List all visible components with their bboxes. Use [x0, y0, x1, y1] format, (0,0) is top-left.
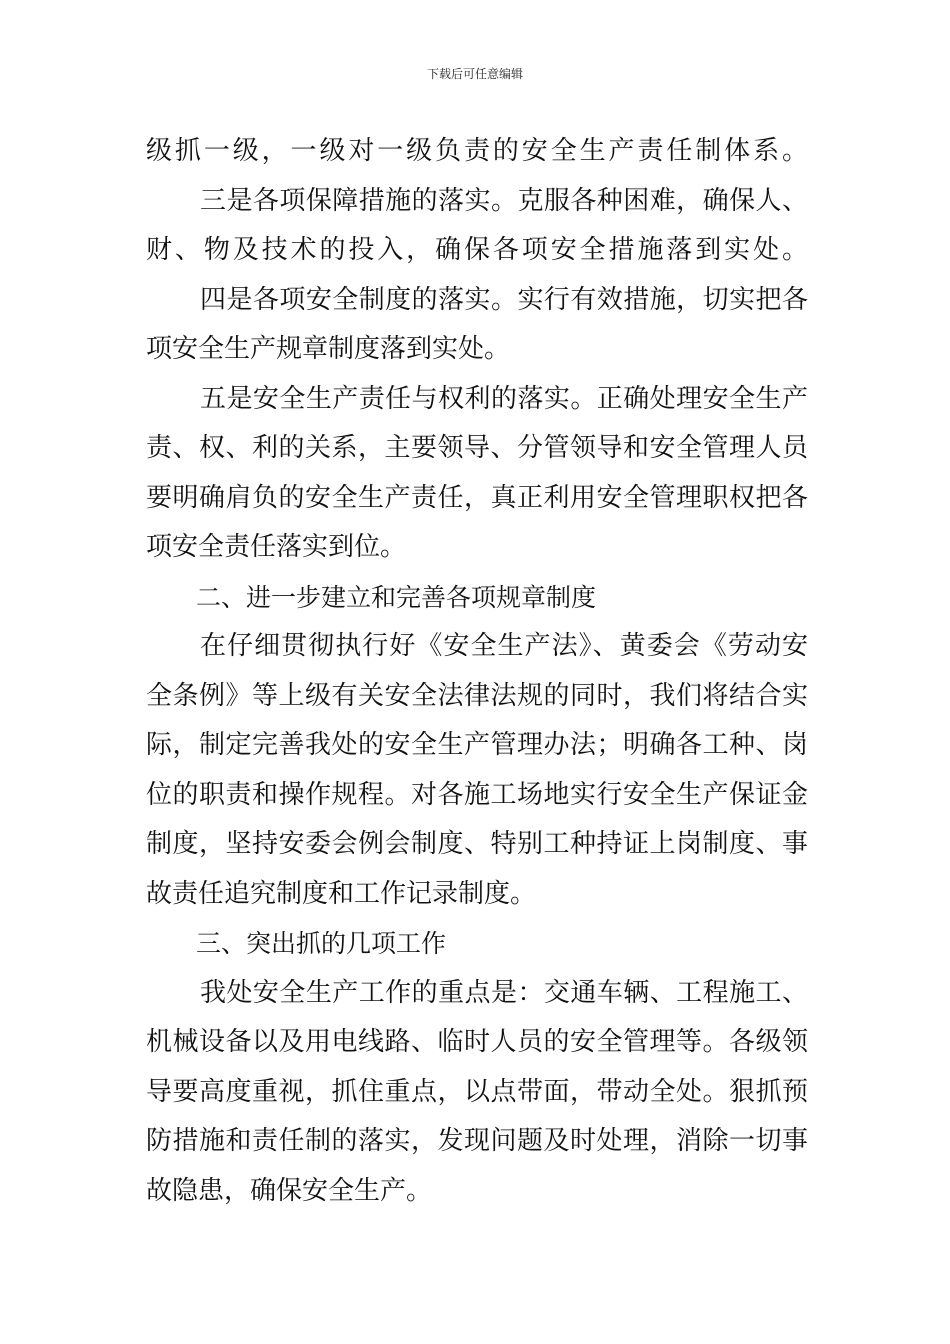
text-line: 制度，坚持安委会例会制度、特别工种持证上岗制度、事 — [146, 829, 808, 859]
paragraph-first-line: 我处安全生产工作的重点是：交通车辆、工程施工、 — [200, 977, 808, 1008]
text-line: 级抓一级，一级对一级负责的安全生产责任制体系。 — [146, 136, 808, 166]
text-line: 机械设备以及用电线路、临时人员的安全管理等。各级领 — [146, 1027, 808, 1057]
paragraph-first-line: 四是各项安全制度的落实。实行有效措施，切实把各 — [200, 284, 808, 315]
text-line: 际，制定完善我处的安全生产管理办法；明确各工种、岗 — [146, 730, 808, 760]
text-line: 位的职责和操作规程。对各施工场地实行安全生产保证金 — [146, 779, 808, 810]
paragraph-first-line: 五是安全生产责任与权利的落实。正确处理安全生产 — [200, 383, 808, 414]
paragraph-first-line: 三是各项保障措施的落实。克服各种困难，确保人、 — [200, 185, 808, 216]
section-heading: 三、突出抓的几项工作 — [196, 929, 447, 958]
text-line: 项安全生产规章制度落到实处。 — [146, 334, 511, 364]
page-header: 下载后可任意编辑 — [426, 67, 523, 81]
section-heading: 二、进一步建立和完善各项规章制度 — [196, 582, 597, 612]
text-line: 故隐患，确保安全生产。 — [146, 1175, 433, 1206]
text-line: 财、物及技术的投入，确保各项安全措施落到实处。 — [146, 235, 808, 265]
text-line: 项安全责任落实到位。 — [146, 532, 407, 562]
text-line: 要明确肩负的安全生产责任，真正利用安全管理职权把各 — [146, 482, 808, 513]
text-line: 故责任追究制度和工作记录制度。 — [146, 878, 537, 909]
paragraph-first-line: 在仔细贯彻执行好《安全生产法》、黄委会《劳动安 — [200, 631, 808, 661]
text-line: 全条例》等上级有关安全法律法规的同时，我们将结合实 — [146, 680, 808, 711]
text-line: 防措施和责任制的落实，发现问题及时处理，消除一切事 — [146, 1126, 808, 1156]
text-line: 导要高度重视，抓住重点，以点带面，带动全处。狠抓预 — [146, 1076, 808, 1107]
document-body — [146, 127, 808, 1216]
text-line: 责、权、利的关系，主要领导、分管领导和安全管理人员 — [146, 433, 808, 463]
